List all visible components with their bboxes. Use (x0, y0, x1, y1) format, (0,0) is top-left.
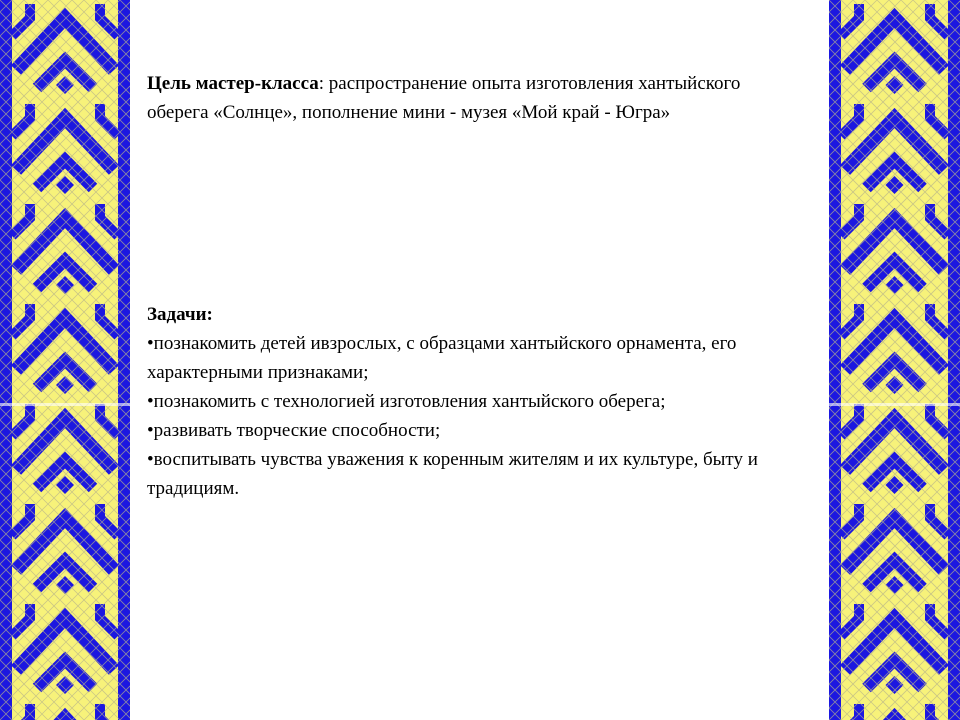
task-item: •воспитывать чувства уважения к коренным жителям и их культуре, быту и традициям. (147, 449, 758, 499)
khanty-ornament-pattern-left (0, 0, 130, 720)
right-ornament-border (829, 0, 960, 720)
khanty-ornament-pattern-right (829, 0, 960, 720)
tasks-section (147, 300, 787, 503)
goal-label: Цель мастер-класса (147, 73, 319, 94)
task-item: •развивать творческие способности; (147, 420, 441, 441)
task-item: •познакомить с технологией изготовления хантыйского оберега; (147, 391, 666, 412)
goal-text: : распространение опыта изготовления хантыйского оберега «Солнце», пополнение мини - музея «Мой край - Югра» (147, 73, 741, 123)
left-ornament-border (0, 0, 130, 720)
goal-paragraph (147, 69, 787, 127)
task-item: •познакомить детей ивзрослых, с образцами хантыйского орнамента, его характерными признаками; (147, 333, 737, 383)
tasks-heading: Задачи: (147, 304, 213, 325)
